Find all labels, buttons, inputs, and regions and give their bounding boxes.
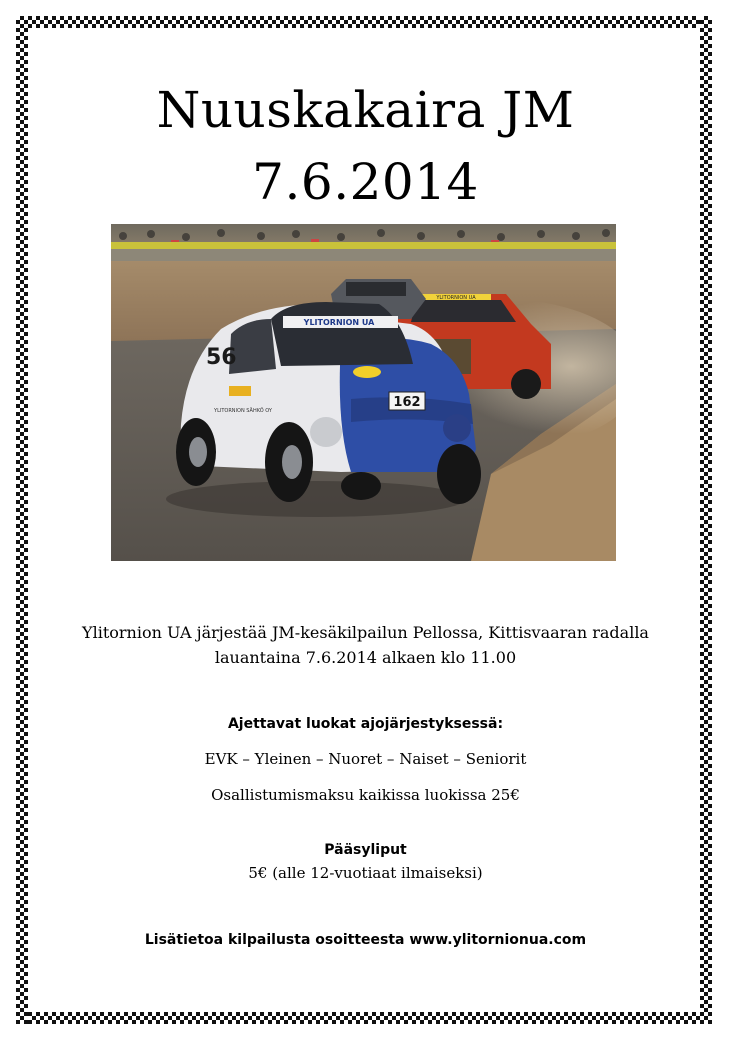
track-barrier [111, 242, 616, 249]
event-intro [0, 620, 731, 670]
classes-heading: Ajettavat luokat ajojärjestyksessä: [227, 716, 504, 732]
svg-text:YLITORNION SÄHKÖ OY: YLITORNION SÄHKÖ OY [214, 408, 272, 414]
svg-text:162: 162 [393, 395, 421, 410]
intro-line-2: lauantaina 7.6.2014 alkaen klo 11.00 [214, 648, 517, 667]
intro-line-1: Ylitornion UA järjestää JM-kesäkilpailun Pellossa, Kittisvaaran radalla [82, 623, 649, 642]
checkered-border-top [16, 16, 712, 28]
svg-text:56: 56 [206, 345, 237, 370]
rally-car-photo [111, 224, 616, 561]
poster-date: 7.6.2014 [252, 153, 479, 211]
classes-list: EVK – Yleinen – Nuoret – Naiset – Seniorit [204, 750, 527, 768]
poster-title: Nuuskakaira JM [156, 81, 575, 139]
entry-fee: Osallistumismaksu kaikissa luokissa 25€ [211, 786, 520, 804]
svg-text:YLITORNION UA: YLITORNION UA [436, 295, 476, 301]
svg-text:YLITORNION UA: YLITORNION UA [303, 318, 375, 327]
more-info: Lisätietoa kilpailusta osoitteesta www.ylitornionua.com [144, 932, 587, 948]
checkered-border-bottom [16, 1012, 712, 1024]
tickets-heading: Pääsyliput [324, 842, 407, 858]
tickets-price: 5€ (alle 12-vuotiaat ilmaiseksi) [248, 864, 483, 882]
